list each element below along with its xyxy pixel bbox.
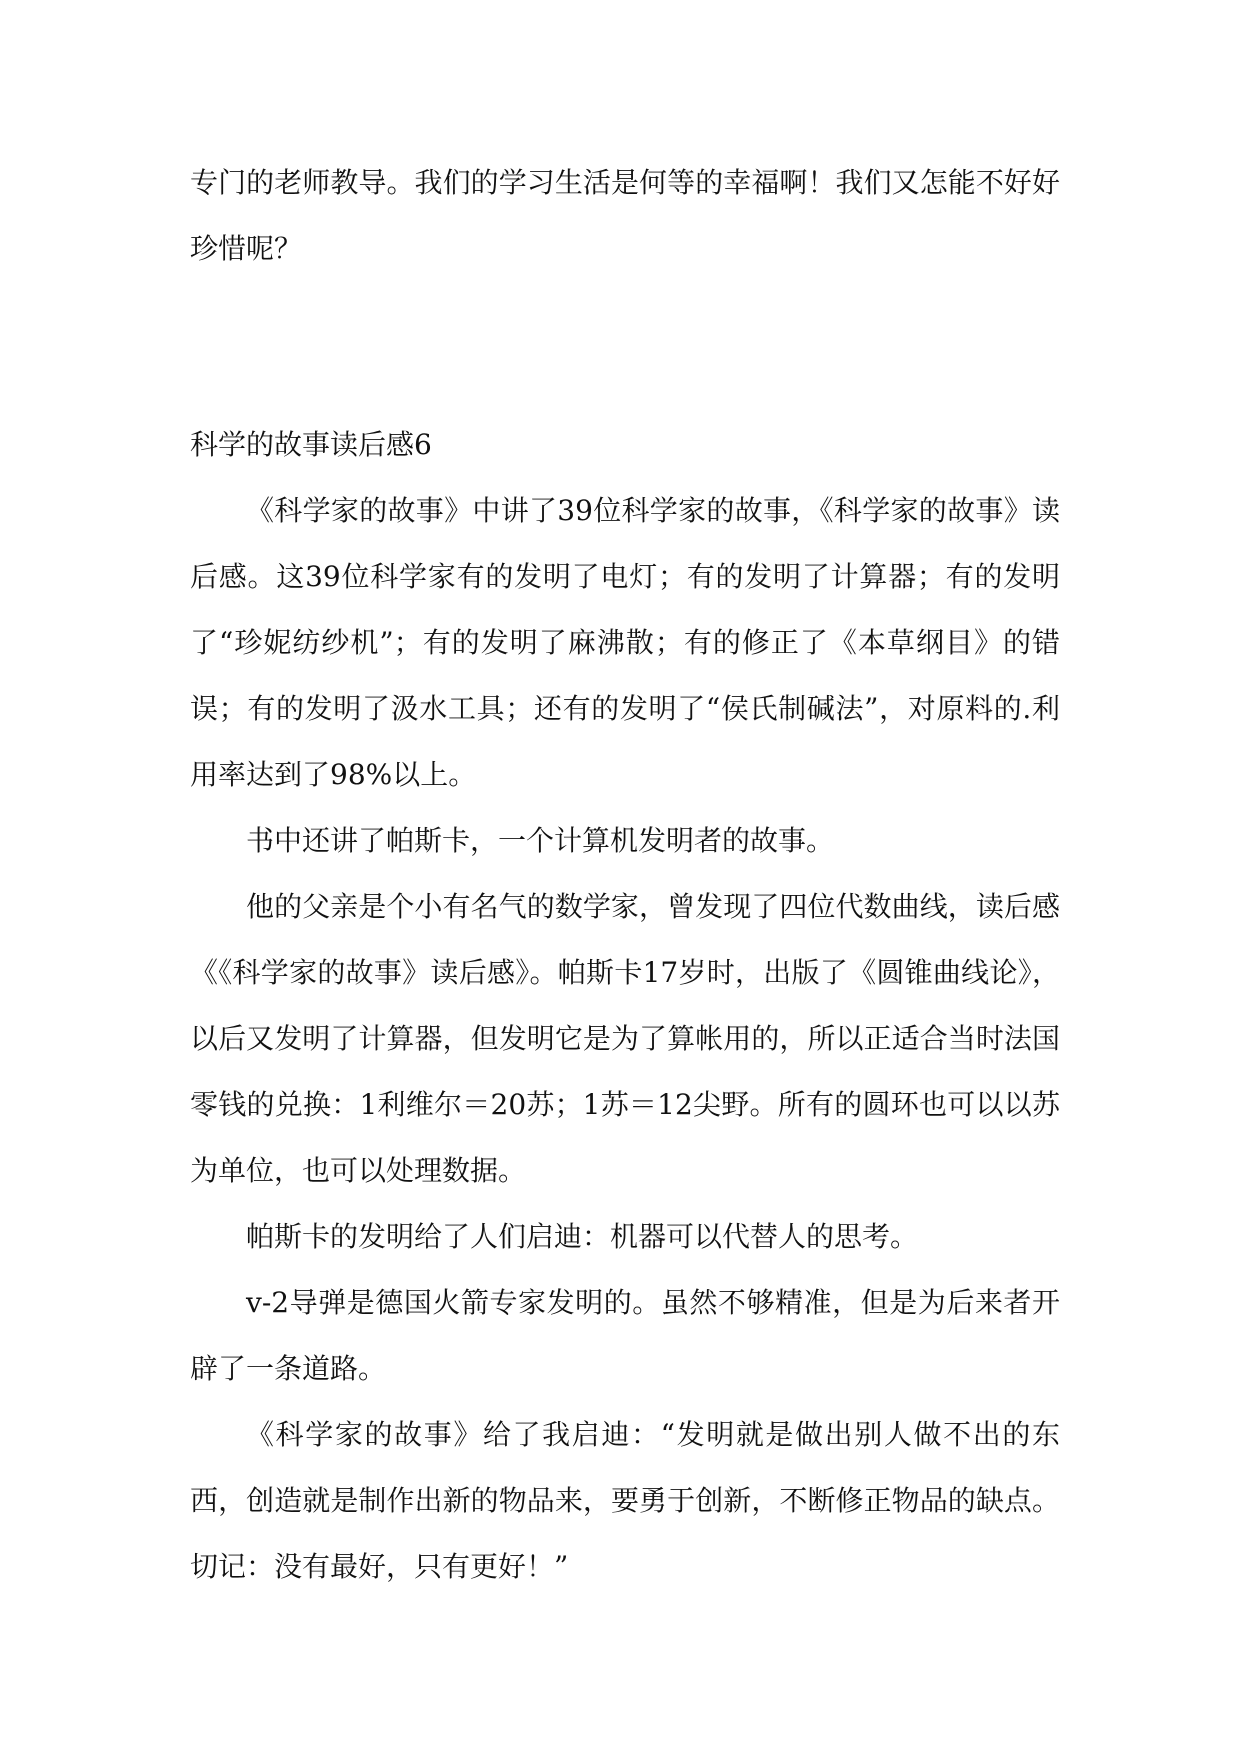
continuation-text: 专门的老师教导。我们的学习生活是何等的幸福啊！我们又怎能不好好珍惜呢？ [190,166,1060,265]
paragraph: v-2导弹是德国火箭专家发明的。虽然不够精准，但是为后来者开辟了一条道路。 [190,1286,1060,1385]
paragraph: 书中还讲了帕斯卡，一个计算机发明者的故事。 [246,824,835,857]
paragraph: 《科学家的故事》中讲了39位科学家的故事，《科学家的故事》读后感。这39位科学家有的发明了电灯；有的发明了计算器；有的发明了“珍妮纺纱机”；有的发明了麻沸散；有的修正了《本草纲目》的错误；有的发明了汲水工具；还有的发明了“侯氏制碱法”，对原料的.利用率达到了98%以上。 [190,494,1060,791]
article-body [190,478,1060,1600]
paragraph: 帕斯卡的发明给了人们启迪：机器可以代替人的思考。 [246,1220,919,1253]
paragraph: 他的父亲是个小有名气的数学家，曾发现了四位代数曲线，读后感《《科学家的故事》读后感》。帕斯卡17岁时，出版了《圆锥曲线论》，以后又发明了计算器，但发明它是为了算帐用的，所以正适合当时法国零钱的兑换：1利维尔＝20苏；1苏＝12尖野。所有的圆环也可以以苏为单位，也可以处理数据。 [190,890,1060,1187]
section-heading: 科学的故事读后感6 [190,428,432,461]
continuation-paragraph [190,150,1060,282]
paragraph: 《科学家的故事》给了我启迪：“发明就是做出别人做不出的东西，创造就是制作出新的物品来，要勇于创新，不断修正物品的缺点。切记：没有最好，只有更好！” [190,1418,1060,1583]
